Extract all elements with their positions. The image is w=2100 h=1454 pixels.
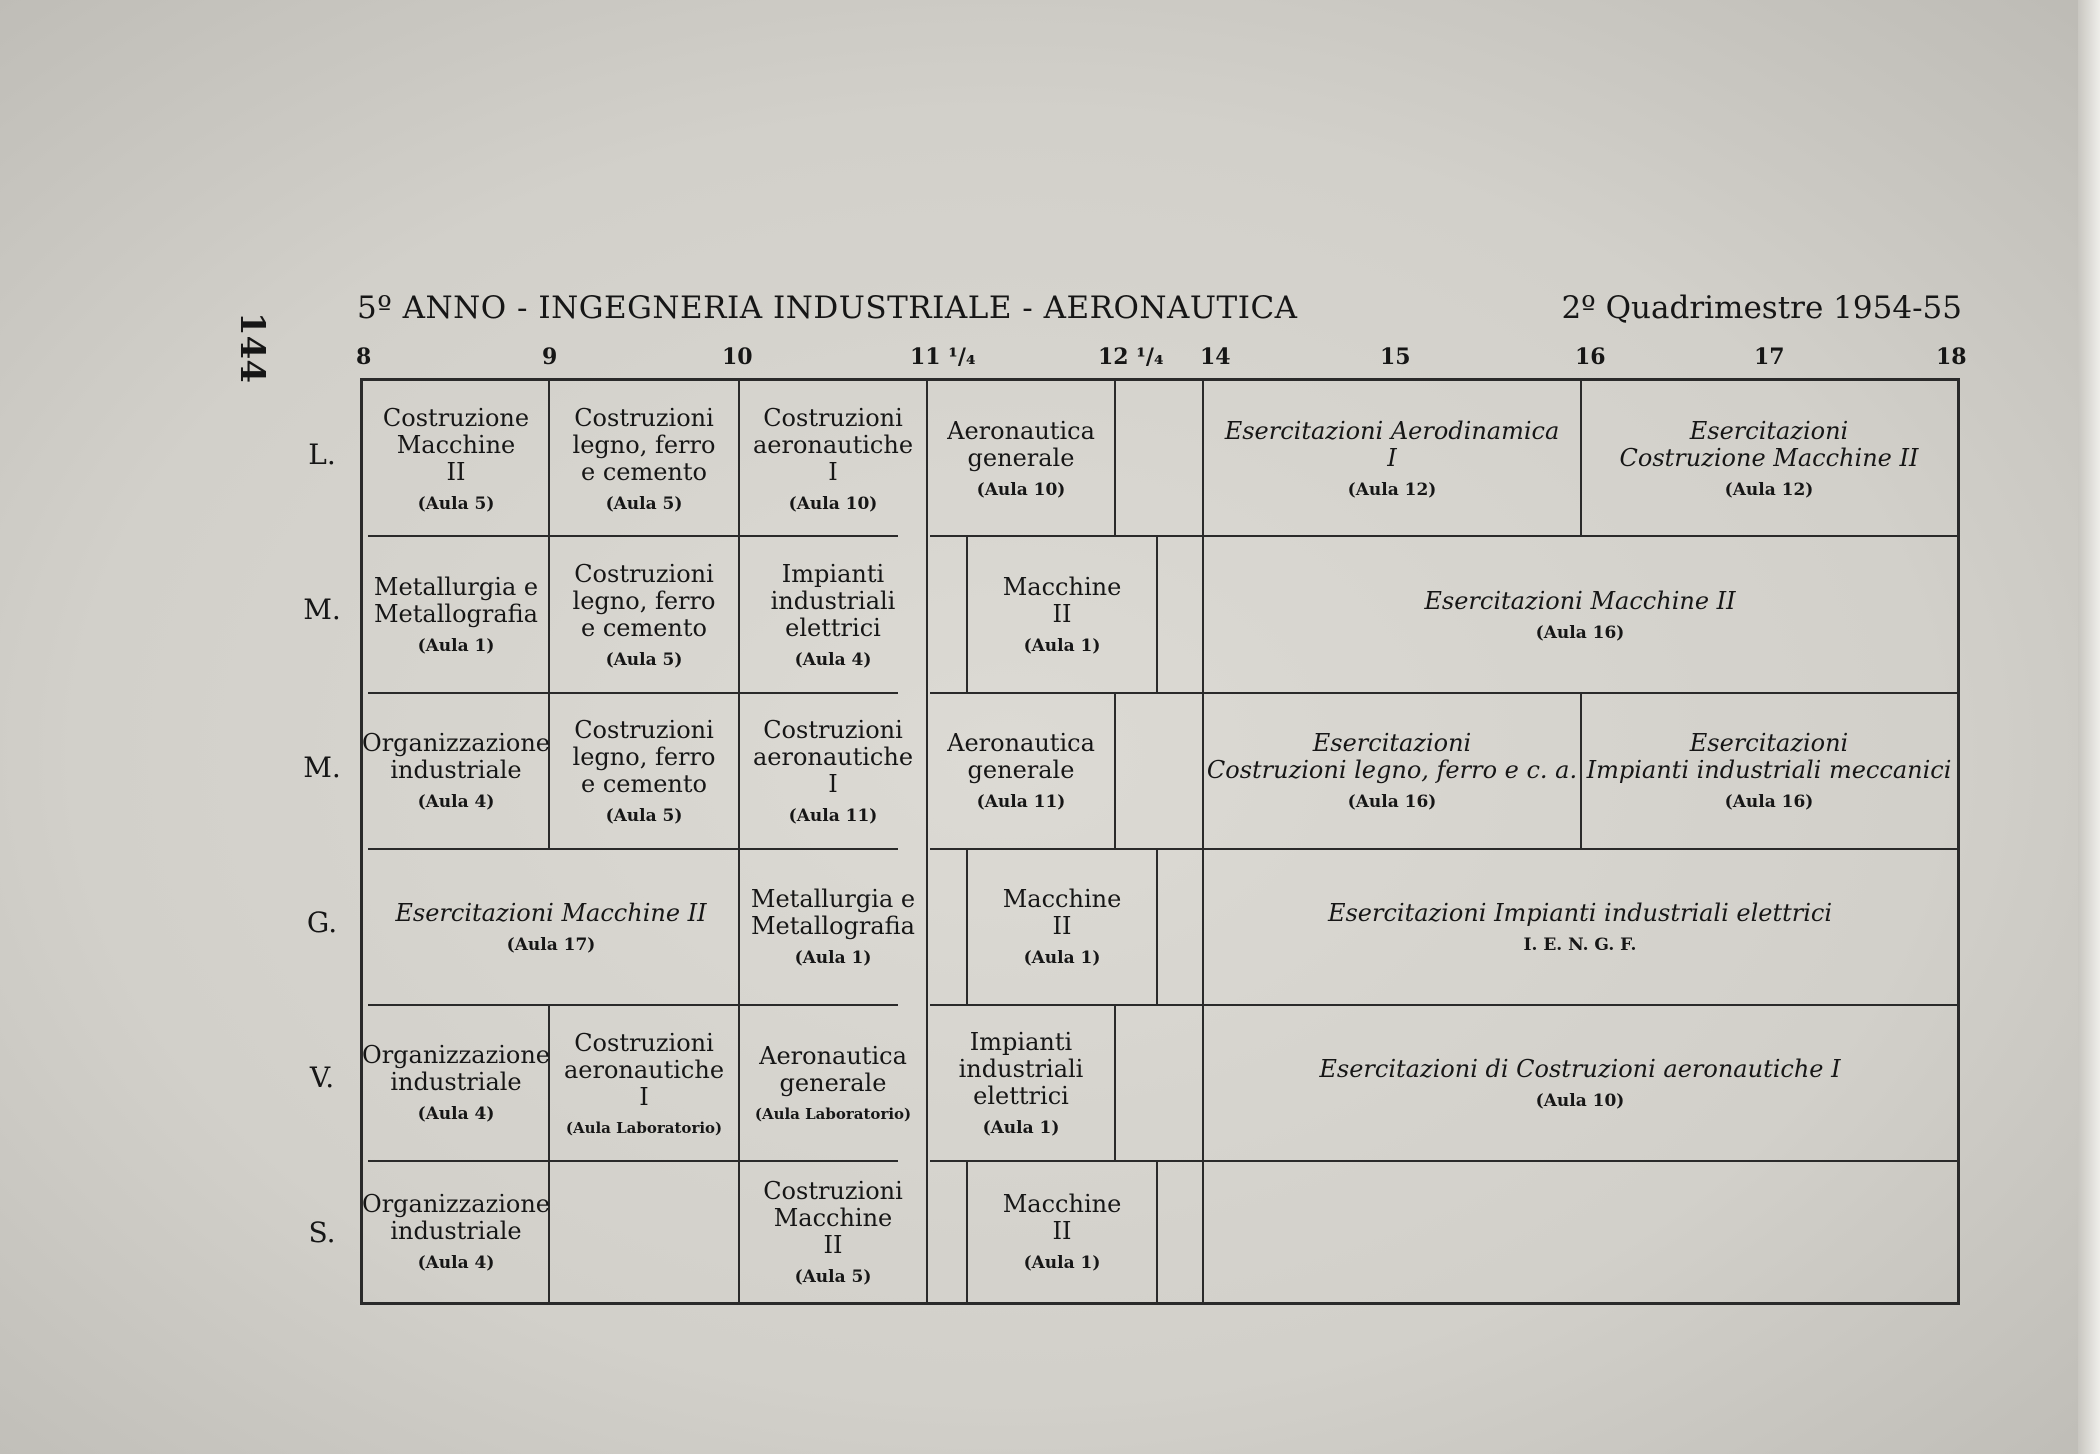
lesson-name: Metallurgia e Metallografia: [373, 573, 539, 628]
lesson-room: (Aula 1): [1023, 636, 1101, 656]
semester-label: 2º Quadrimestre 1954-55: [1561, 290, 1962, 326]
grid-border-left: [360, 378, 363, 1304]
lesson-cell: [928, 694, 1114, 848]
lesson-cell: [928, 384, 1114, 534]
lesson-name: Costruzioni aeronautiche I: [563, 1028, 725, 1111]
lesson-cell: [1582, 384, 1956, 534]
lesson-cell: [740, 538, 926, 692]
lesson-name: Esercitazioni Macchine II: [1424, 586, 1736, 615]
lesson-room: (Aula 4): [417, 792, 495, 812]
lesson-cell: [364, 538, 548, 692]
lesson-cell: [550, 694, 738, 848]
lesson-room: (Aula 1): [1023, 1253, 1101, 1273]
lesson-name: Macchine II: [1002, 885, 1122, 940]
lesson-name: Aeronautica generale: [947, 729, 1095, 784]
day-label: S.: [308, 1216, 336, 1249]
lesson-cell: [364, 384, 548, 534]
page-title: 5º ANNO - INGEGNERIA INDUSTRIALE - AERONAUTICA: [357, 290, 1298, 326]
lesson-room: (Aula 1): [1023, 948, 1101, 968]
column-divider: [1156, 1160, 1158, 1304]
lesson-room: (Aula 1): [982, 1117, 1060, 1138]
lesson-cell: [364, 850, 738, 1004]
lesson-name: Costruzioni legno, ferro e cemento: [572, 559, 716, 642]
column-divider: [1114, 1004, 1116, 1160]
lesson-name: Macchine II: [1002, 573, 1122, 628]
lesson-name: Esercitazioni di Costruzioni aeronautiche I: [1319, 1054, 1841, 1083]
lesson-room: (Aula 11): [788, 805, 878, 826]
column-divider: [1114, 378, 1116, 535]
lesson-cell: [740, 384, 926, 534]
lesson-name: Aeronautica generale: [947, 417, 1095, 472]
lesson-name: Organizzazione industriale: [362, 1190, 550, 1245]
lesson-name: Esercitazioni Impianti industriali elettrici: [1327, 898, 1833, 927]
lesson-name: Impianti industriali elettrici: [770, 559, 896, 642]
day-label: L.: [308, 438, 336, 471]
lesson-cell: [550, 538, 738, 692]
lesson-cell: [1204, 694, 1580, 848]
hour-label: 10: [722, 344, 753, 370]
lesson-cell: [364, 1162, 548, 1302]
lesson-cell: [550, 384, 738, 534]
lesson-name: Esercitazioni Macchine II: [395, 898, 707, 927]
day-label: M.: [303, 751, 341, 784]
lesson-name: Organizzazione industriale: [362, 1041, 550, 1096]
hour-label: 11 ¹/₄: [910, 344, 976, 370]
lesson-name: Organizzazione industriale: [362, 729, 550, 784]
hour-label: 17: [1754, 344, 1785, 370]
lesson-cell: [740, 850, 926, 1004]
lesson-room: I. E. N. G. F.: [1523, 934, 1637, 955]
lesson-cell: [968, 538, 1156, 692]
day-label: V.: [309, 1061, 335, 1094]
lesson-room: (Aula 5): [605, 805, 683, 826]
lesson-name: Aeronautica generale: [759, 1042, 907, 1097]
day-label: M.: [303, 593, 341, 626]
lesson-cell: [968, 1162, 1156, 1302]
lesson-room: (Aula 4): [417, 1253, 495, 1273]
lesson-room: (Aula 10): [976, 480, 1066, 500]
lesson-cell: [740, 1006, 926, 1160]
lesson-name: Metallurgia e Metallografia: [750, 885, 916, 940]
hour-label: 18: [1936, 344, 1967, 370]
row-divider: [1210, 1160, 1957, 1162]
row-divider: [1210, 535, 1957, 537]
lesson-room: (Aula 16): [1535, 622, 1625, 643]
page-edge: [2078, 0, 2100, 1454]
lesson-name: Costruzione Macchine II: [382, 403, 530, 486]
lesson-room: (Aula 5): [605, 493, 683, 514]
hour-label: 15: [1380, 344, 1411, 370]
lesson-room: (Aula 5): [417, 493, 495, 514]
grid-border-bottom: [360, 1302, 1960, 1305]
lesson-name: Costruzioni Macchine II: [763, 1176, 903, 1259]
grid-border-right: [1957, 378, 1960, 1304]
lesson-cell: [1582, 694, 1956, 848]
lesson-room: (Aula 17): [506, 934, 596, 955]
lesson-name: Macchine II: [1002, 1190, 1122, 1245]
lesson-name: Esercitazioni Costruzione Macchine II: [1619, 417, 1919, 472]
lesson-cell: [740, 694, 926, 848]
lesson-room: (Aula Laboratorio): [754, 1105, 912, 1123]
lesson-cell: [928, 1006, 1114, 1160]
page-number: 144: [232, 312, 272, 383]
lesson-name: Impianti industriali elettrici: [958, 1027, 1084, 1110]
column-divider: [1156, 848, 1158, 1004]
lesson-name: Costruzioni aeronautiche I: [752, 403, 914, 486]
lesson-room: (Aula 1): [794, 948, 872, 968]
lesson-room: (Aula Laboratorio): [565, 1118, 723, 1137]
lesson-room: (Aula 1): [417, 636, 495, 656]
day-label: G.: [306, 906, 338, 939]
lesson-cell: [1204, 538, 1956, 692]
lesson-room: (Aula 16): [1724, 792, 1814, 812]
lesson-cell: [364, 694, 548, 848]
hour-label: 9: [542, 344, 558, 370]
lesson-room: (Aula 10): [1535, 1090, 1625, 1111]
lesson-room: (Aula 16): [1347, 792, 1437, 812]
lesson-room: (Aula 12): [1724, 480, 1814, 500]
lesson-cell: [1204, 1006, 1956, 1160]
lesson-name: Costruzioni legno, ferro e cemento: [572, 715, 716, 798]
lesson-name: Costruzioni legno, ferro e cemento: [572, 403, 716, 486]
hour-label: 12 ¹/₄: [1098, 344, 1164, 370]
lesson-name: Esercitazioni Costruzioni legno, ferro e c. a.: [1206, 729, 1578, 784]
lesson-room: (Aula 12): [1347, 480, 1437, 500]
column-divider: [1156, 535, 1158, 692]
lesson-room: (Aula 4): [417, 1104, 495, 1124]
lesson-cell: [550, 1006, 738, 1160]
grid-border-top: [360, 378, 1960, 381]
lesson-room: (Aula 10): [788, 493, 878, 514]
lesson-room: (Aula 5): [794, 1266, 872, 1287]
lesson-cell: [968, 850, 1156, 1004]
lesson-cell: [1204, 850, 1956, 1004]
lesson-room: (Aula 5): [605, 649, 683, 670]
timetable-grid: [360, 378, 1960, 1304]
lesson-room: (Aula 11): [976, 792, 1066, 812]
lesson-room: (Aula 4): [794, 649, 872, 670]
hour-label: 8: [356, 344, 372, 370]
lesson-name: Costruzioni aeronautiche I: [752, 715, 914, 798]
lesson-name: Esercitazioni Impianti industriali meccanici: [1586, 729, 1952, 784]
lesson-cell: [740, 1162, 926, 1302]
lesson-name: Esercitazioni Aerodinamica I: [1224, 417, 1560, 472]
lesson-cell: [1204, 384, 1580, 534]
lesson-cell: [364, 1006, 548, 1160]
hour-label: 16: [1575, 344, 1606, 370]
column-divider: [1114, 692, 1116, 848]
row-divider: [368, 535, 898, 537]
hour-label: 14: [1200, 344, 1231, 370]
